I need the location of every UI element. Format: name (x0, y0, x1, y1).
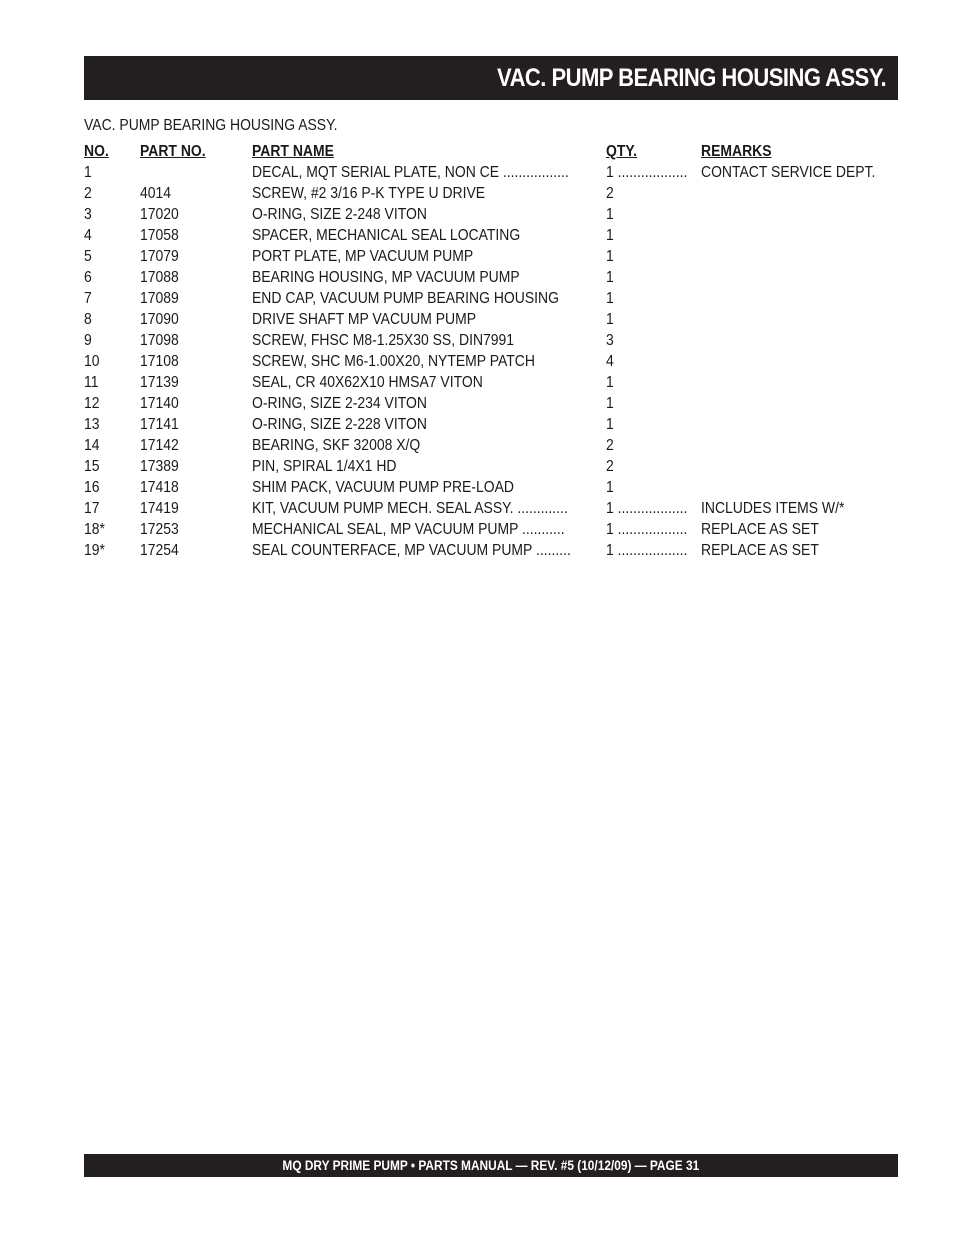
cell-qty: 1 .................. (606, 542, 688, 559)
cell-part-no: 17058 (140, 227, 179, 244)
cell-no: 5 (84, 248, 92, 265)
table-row (84, 330, 898, 351)
cell-part-name: PORT PLATE, MP VACUUM PUMP (252, 248, 474, 265)
cell-qty: 1 .................. (606, 500, 688, 517)
table-row (84, 351, 898, 372)
cell-no: 1 (84, 164, 92, 181)
parts-table (84, 141, 898, 561)
cell-qty: 1 .................. (606, 164, 688, 181)
cell-no: 9 (84, 332, 92, 349)
table-row (84, 288, 898, 309)
cell-qty: 2 (606, 185, 614, 202)
table-row (84, 393, 898, 414)
column-header-no: NO. (84, 143, 109, 160)
cell-no: 13 (84, 416, 100, 433)
cell-part-name: END CAP, VACUUM PUMP BEARING HOUSING (252, 290, 559, 307)
page-title: VAC. PUMP BEARING HOUSING ASSY. (496, 63, 886, 92)
cell-no: 2 (84, 185, 92, 202)
column-header-part-name: PART NAME (252, 143, 334, 160)
cell-part-no: 17141 (140, 416, 179, 433)
page-footer-bar (84, 1154, 898, 1177)
table-row (84, 498, 898, 519)
cell-no: 3 (84, 206, 92, 223)
cell-qty: 2 (606, 437, 614, 454)
cell-part-no: 17142 (140, 437, 179, 454)
cell-qty: 1 .................. (606, 521, 688, 538)
cell-part-name: DRIVE SHAFT MP VACUUM PUMP (252, 311, 477, 328)
cell-qty: 1 (606, 395, 614, 412)
column-header-remarks: REMARKS (701, 143, 772, 160)
cell-part-name: MECHANICAL SEAL, MP VACUUM PUMP ........... (252, 521, 565, 538)
cell-part-no: 17079 (140, 248, 179, 265)
cell-remarks: CONTACT SERVICE DEPT. (701, 164, 876, 181)
cell-qty: 1 (606, 206, 614, 223)
cell-remarks: INCLUDES ITEMS W/* (701, 500, 845, 517)
table-row (84, 309, 898, 330)
table-row (84, 540, 898, 561)
cell-no: 4 (84, 227, 92, 244)
cell-no: 8 (84, 311, 92, 328)
cell-part-no: 4014 (140, 185, 172, 202)
table-row (84, 435, 898, 456)
cell-no: 15 (84, 458, 100, 475)
page-title-bar (84, 56, 898, 100)
cell-part-no: 17253 (140, 521, 179, 538)
table-row (84, 204, 898, 225)
cell-qty: 1 (606, 269, 614, 286)
cell-part-name: KIT, VACUUM PUMP MECH. SEAL ASSY. ............. (252, 500, 568, 517)
cell-remarks: REPLACE AS SET (701, 521, 819, 538)
cell-part-no: 17419 (140, 500, 179, 517)
table-row (84, 477, 898, 498)
cell-part-no: 17089 (140, 290, 179, 307)
cell-qty: 3 (606, 332, 614, 349)
table-row (84, 183, 898, 204)
cell-qty: 2 (606, 458, 614, 475)
section-heading: VAC. PUMP BEARING HOUSING ASSY. (84, 117, 338, 134)
cell-part-name: BEARING, SKF 32008 X/Q (252, 437, 421, 454)
cell-part-no: 17389 (140, 458, 179, 475)
cell-part-name: SCREW, FHSC M8-1.25X30 SS, DIN7991 (252, 332, 515, 349)
cell-qty: 1 (606, 248, 614, 265)
cell-part-no: 17140 (140, 395, 179, 412)
cell-remarks: REPLACE AS SET (701, 542, 819, 559)
cell-part-name: PIN, SPIRAL 1/4X1 HD (252, 458, 397, 475)
cell-qty: 1 (606, 311, 614, 328)
table-row (84, 225, 898, 246)
cell-part-name: BEARING HOUSING, MP VACUUM PUMP (252, 269, 520, 286)
table-header-row (84, 141, 898, 162)
cell-no: 7 (84, 290, 92, 307)
cell-qty: 1 (606, 479, 614, 496)
table-row (84, 456, 898, 477)
cell-qty: 1 (606, 227, 614, 244)
table-row (84, 372, 898, 393)
table-row (84, 414, 898, 435)
table-body (84, 162, 898, 561)
cell-no: 14 (84, 437, 100, 454)
cell-part-name: SHIM PACK, VACUUM PUMP PRE-LOAD (252, 479, 514, 496)
cell-no: 18* (84, 521, 105, 538)
table-row (84, 162, 898, 183)
cell-part-name: O-RING, SIZE 2-248 VITON (252, 206, 427, 223)
cell-part-no: 17098 (140, 332, 179, 349)
cell-part-no: 17090 (140, 311, 179, 328)
cell-part-name: SCREW, SHC M6-1.00X20, NYTEMP PATCH (252, 353, 535, 370)
cell-no: 10 (84, 353, 100, 370)
cell-part-name: SPACER, MECHANICAL SEAL LOCATING (252, 227, 521, 244)
table-row (84, 519, 898, 540)
cell-no: 17 (84, 500, 100, 517)
cell-part-name: SEAL, CR 40X62X10 HMSA7 VITON (252, 374, 483, 391)
column-header-part-no: PART NO. (140, 143, 206, 160)
cell-no: 6 (84, 269, 92, 286)
cell-no: 12 (84, 395, 100, 412)
cell-no: 19* (84, 542, 105, 559)
cell-part-no: 17254 (140, 542, 179, 559)
cell-part-no: 17108 (140, 353, 179, 370)
cell-no: 16 (84, 479, 100, 496)
cell-part-no: 17418 (140, 479, 179, 496)
column-header-qty: QTY. (606, 143, 638, 160)
cell-part-no: 17088 (140, 269, 179, 286)
cell-qty: 1 (606, 374, 614, 391)
page-footer: MQ DRY PRIME PUMP • PARTS MANUAL — REV. #5 (10/12/09) — PAGE 31 (282, 1158, 700, 1173)
cell-no: 11 (84, 374, 99, 391)
cell-qty: 4 (606, 353, 614, 370)
cell-part-name: O-RING, SIZE 2-228 VITON (252, 416, 427, 433)
cell-part-name: DECAL, MQT SERIAL PLATE, NON CE ................. (252, 164, 569, 181)
table-row (84, 267, 898, 288)
cell-part-no: 17139 (140, 374, 179, 391)
cell-qty: 1 (606, 416, 614, 433)
cell-part-name: SCREW, #2 3/16 P-K TYPE U DRIVE (252, 185, 486, 202)
cell-qty: 1 (606, 290, 614, 307)
cell-part-no: 17020 (140, 206, 179, 223)
table-row (84, 246, 898, 267)
cell-part-name: O-RING, SIZE 2-234 VITON (252, 395, 427, 412)
cell-part-name: SEAL COUNTERFACE, MP VACUUM PUMP ......... (252, 542, 571, 559)
